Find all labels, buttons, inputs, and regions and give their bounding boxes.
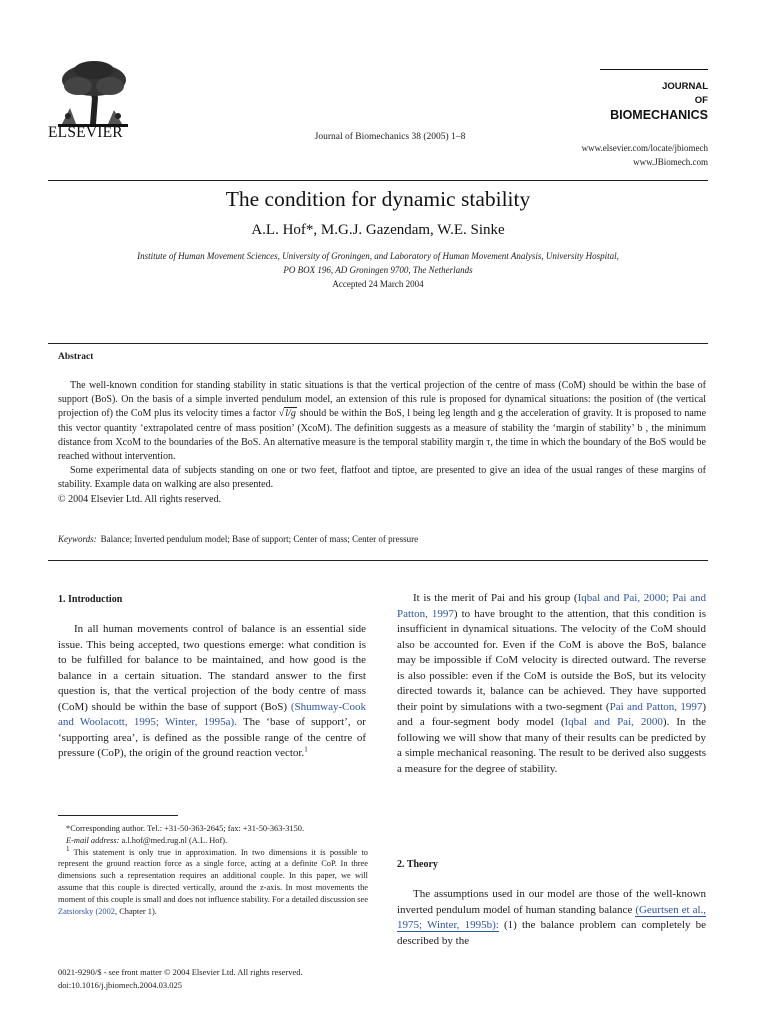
keywords-label: Keywords: xyxy=(58,534,97,544)
journal-url-link[interactable]: www.elsevier.com/locate/jbiomech xyxy=(581,143,708,153)
abstract-divider xyxy=(48,343,708,344)
footnote-text: This statement is only true in approximation. In two dimensions it is possible to represent the ground reaction force as a single force, acting at a definite CoP. In three dimensions such a representation requires an additional couple. In this paper, we will assume that this couple is directed vertically, around the z-axis. In most movements the moment of this couple is small and does not influence stability. For a detailed discussion see xyxy=(58,847,368,904)
publisher-name: ELSEVIER xyxy=(48,124,123,141)
front-matter-line: 0021-9290/$ - see front matter © 2004 Elsevier Ltd. All rights reserved. xyxy=(58,967,303,977)
affiliation-line: PO BOX 196, AD Groningen 9700, The Netherlands xyxy=(283,265,473,275)
journal-brand xyxy=(560,80,708,122)
footnote-text: , Chapter 1). xyxy=(115,906,157,916)
journal-reference: Journal of Biomechanics 38 (2005) 1–8 xyxy=(314,132,466,142)
email-label: E-mail address: xyxy=(66,835,120,845)
body-text: The assumptions used in our model are those of the well-known inverted pendulum model of human standing balance xyxy=(397,888,706,916)
abstract-paragraph: Some experimental data of subjects standing on one or two feet, flatfoot and tiptoe, are presented to give an idea of the usual ranges of these margins of stability. Example data on walking are also presented. xyxy=(58,465,706,491)
body-text: In all human movements control of balance is an essential side issue. This being accepted, two questions emerge: what condition is to be fulfilled for balance to be maintained, and how good is the balance in a certain situation. The standard answer to the first question is, that the vertical projection of the body centre of mass (CoM) should be within the base of support (BoS) xyxy=(58,623,366,713)
journal-url-link[interactable]: www.JBiomech.com xyxy=(633,157,708,167)
elsevier-tree-logo-icon xyxy=(48,58,138,130)
journal-brand-line3: BIOMECHANICS xyxy=(610,108,708,122)
article-affiliation xyxy=(60,249,696,277)
footnote-corresponding: *Corresponding author. Tel.: +31-50-363-2645; fax: +31-50-363-3150. xyxy=(66,824,305,833)
journal-brand-line2: OF xyxy=(694,95,708,106)
journal-urls xyxy=(520,141,708,169)
email-address[interactable]: a.l.hof@med.rug.nl (A.L. Hof). xyxy=(121,835,228,845)
body-text: ) and a four-segment body model ( xyxy=(397,700,706,728)
front-matter-info xyxy=(58,966,388,991)
citation-link[interactable]: Pai and Patton, 1997 xyxy=(609,700,703,713)
citation-link[interactable]: Zatsiorsky (2002 xyxy=(58,906,115,916)
abstract-body xyxy=(58,379,706,507)
abstract-copyright: © 2004 Elsevier Ltd. All rights reserved. xyxy=(58,493,222,505)
citation-link[interactable]: (Geurtsen et al., 1975; Winter, 1995b): xyxy=(397,903,707,931)
footnote-email xyxy=(58,835,368,847)
abstract-text: The well-known condition for standing stability in static situations is that the vertical projection of the centre of mass (CoM) should be within the base of support (BoS). On the basis of a simple inverted pendulum model, an extension of this rule is proposed for dynamical situations: the position of (the vertical projection of) the CoM plus its velocity times a factor xyxy=(58,380,706,420)
footnote-divider xyxy=(58,815,178,816)
citation-link[interactable]: Iqbal and Pai, 2000 xyxy=(564,716,663,728)
accepted-date: Accepted 24 March 2004 xyxy=(332,279,424,289)
abstract-heading: Abstract xyxy=(58,352,94,362)
article-title: The condition for dynamic stability xyxy=(225,187,531,211)
body-text: (1) the balance problem can completely be described by the xyxy=(397,919,706,947)
journal-brand-rule xyxy=(600,69,708,70)
keywords-divider xyxy=(48,560,708,561)
body-paragraph xyxy=(58,622,366,762)
footnote-1 xyxy=(58,844,368,918)
keywords-text: Balance; Inverted pendulum model; Base of support; Center of mass; Center of pressure xyxy=(100,534,419,544)
sqrt-formula: √l/g xyxy=(278,408,296,420)
footnote-ref[interactable]: 1 xyxy=(304,745,308,754)
right-column-body xyxy=(397,591,706,777)
header-divider xyxy=(48,180,708,181)
body-text: ) to have brought to the attention, that this condition is insufficient in dynamical situations. The velocity of the CoM should also be accounted for. Even if the CoM is above the BoS, balance may be impossible if CoM velocity is directed outward. The reverse is also possible: even if the CoM is outside the BoS, but its velocity directed towards it, balance can be achieved. They have supported their point by simulations with a two-segment ( xyxy=(397,607,706,713)
sqrt-radicand: l/g xyxy=(285,408,296,420)
abstract-paragraph xyxy=(58,379,706,464)
section-heading-introduction: 1. Introduction xyxy=(58,594,123,605)
body-text: ). In the following we will show that many of their results can be predicted by a simple mechanical reasoning. The result to be derived also suggests a measure for the degree of stability. xyxy=(397,716,706,775)
footnotes xyxy=(58,823,368,917)
footnote-number: 1 xyxy=(66,844,70,853)
affiliation-line: Institute of Human Movement Sciences, University of Groningen, and Laboratory of Human Movement Analysis, University Hospital, xyxy=(137,251,619,261)
article-authors: A.L. Hof*, M.G.J. Gazendam, W.E. Sinke xyxy=(251,222,505,238)
citation-link[interactable]: Iqbal and Pai, 2000; Pai and Patton, 1997 xyxy=(397,592,706,620)
left-column-body xyxy=(58,622,366,762)
body-text: It is the merit of Pai and his group ( xyxy=(413,592,578,604)
journal-brand-line1: JOURNAL xyxy=(662,81,708,92)
keywords xyxy=(58,534,706,544)
body-paragraph xyxy=(397,591,706,777)
doi-line: doi:10.1016/j.jbiomech.2004.03.025 xyxy=(58,979,182,990)
citation-link[interactable]: (Shumway-Cook and Woolacott, 1995; Winter, 1995a). xyxy=(58,700,367,728)
body-text: The ‘base of support’, or ‘supporting area’, is defined as the possible range of the centre of pressure (CoP), the origin of the ground reaction vector. xyxy=(58,716,366,759)
body-paragraph xyxy=(397,887,706,949)
abstract-text: should be within the BoS, l being leg length and g the acceleration of gravity. It is proposed to name this vector quantity ‘extrapolated centre of mass position’ (XcoM). The definition suggests as a measure of stability the ‘margin of stability’ b , the minimum distance from XcoM to the boundaries of the BoS. An alternative measure is the temporal stability margin τ, the time in which the boundary of the BoS would be reached without intervention. xyxy=(58,408,707,463)
section-heading-theory: 2. Theory xyxy=(397,859,438,870)
right-column-theory-body xyxy=(397,887,706,949)
